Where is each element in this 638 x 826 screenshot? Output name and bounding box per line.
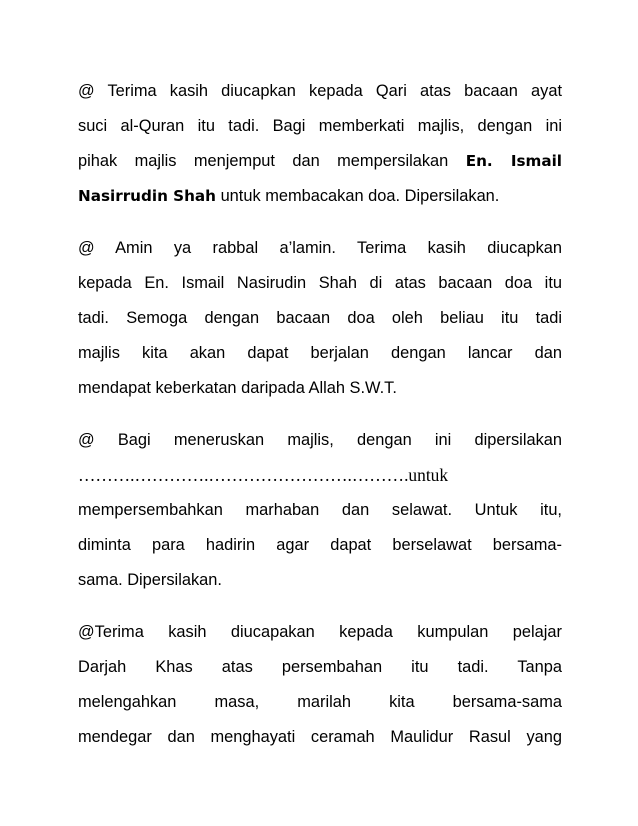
text-line: suci al-Quran itu tadi. Bagi memberkati majlis, dengan ini <box>78 117 562 135</box>
text-line: @ Amin ya rabbal a’lamin. Terima kasih diucapkan <box>78 239 562 257</box>
text-line: tadi. Semoga dengan bacaan doa oleh beliau itu tadi <box>78 309 562 327</box>
text-line: kepada En. Ismail Nasirudin Shah di atas bacaan doa itu <box>78 274 562 292</box>
text-line <box>78 144 562 179</box>
text-segment: pihak majlis menjemput dan mempersilakan <box>78 152 449 170</box>
bold-name: Nasirrudin Shah <box>78 187 216 205</box>
text-line: @ Terima kasih diucapkan kepada Qari atas bacaan ayat <box>78 82 562 100</box>
text-line: mendegar dan menghayati ceramah Maulidur Rasul yang <box>78 728 562 746</box>
text-line: melengahkan masa, marilah kita bersama-sama <box>78 693 562 711</box>
text-line: majlis kita akan dapat berjalan dengan lancar dan <box>78 344 562 362</box>
text-line: @Terima kasih diucapakan kepada kumpulan pelajar <box>78 623 562 641</box>
document-page <box>78 74 562 772</box>
text-line: sama. Dipersilakan. <box>78 571 222 589</box>
text-line <box>78 179 562 214</box>
text-line: Darjah Khas atas persembahan itu tadi. Tanpa <box>78 658 562 676</box>
placeholder-line: ……….………….…………………….……….untuk <box>78 465 449 485</box>
text-line: @ Bagi meneruskan majlis, dengan ini dipersilakan <box>78 431 562 449</box>
text-line: diminta para hadirin agar dapat berselawat bersama- <box>78 536 562 554</box>
text-line: mendapat keberkatan daripada Allah S.W.T. <box>78 379 397 397</box>
text-segment: untuk membacakan doa. Dipersilakan. <box>220 187 500 205</box>
paragraph-3 <box>78 423 562 598</box>
paragraph-4 <box>78 615 562 755</box>
paragraph-2 <box>78 231 562 406</box>
paragraph-1 <box>78 74 562 214</box>
text-line: mempersembahkan marhaban dan selawat. Untuk itu, <box>78 501 562 519</box>
bold-name: En. Ismail <box>465 152 562 170</box>
